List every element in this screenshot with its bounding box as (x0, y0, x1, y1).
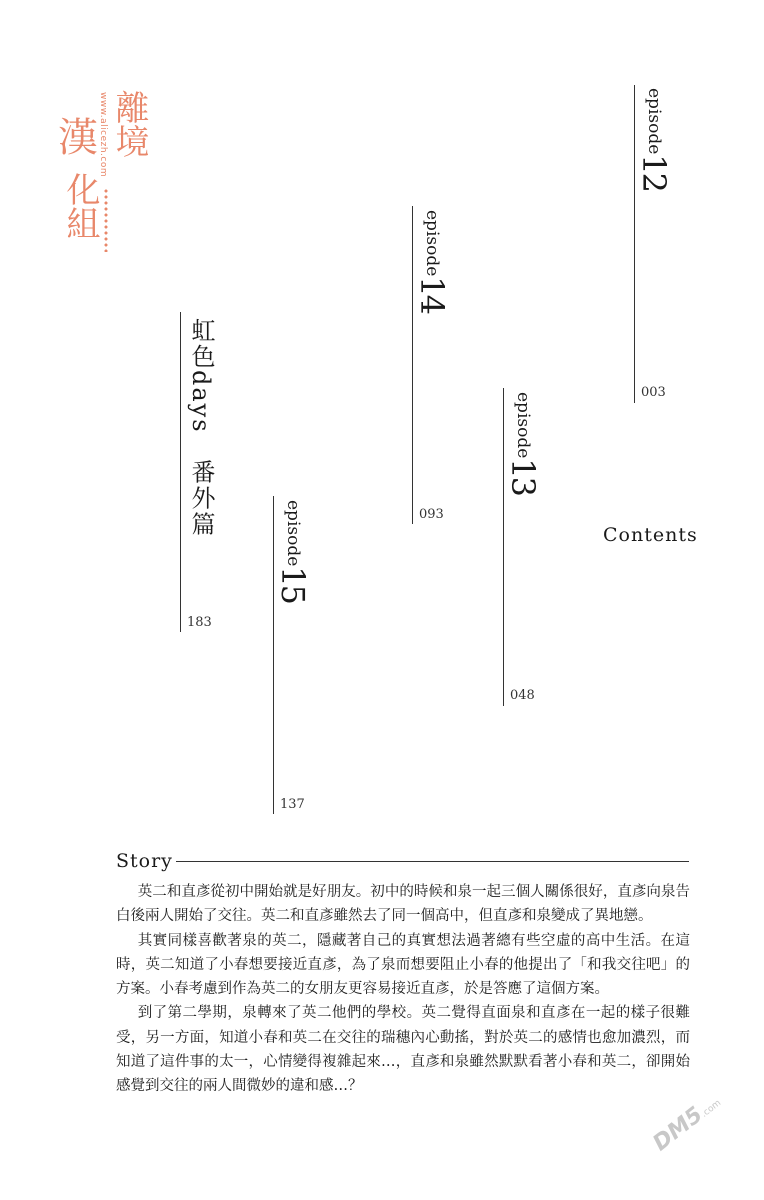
extra-page: 183 (187, 615, 212, 630)
story-heading: Story (116, 850, 173, 872)
extra-line (180, 312, 181, 632)
logo-han-char: 漢 (58, 115, 98, 161)
story-paragraph: 英二和直彥從初中開始就是好朋友。初中的時候和泉一起三個人關係很好，直彥向泉告白後兩人開始了交往。英二和直彥雖然去了同一個高中，但直彥和泉變成了異地戀。 (116, 884, 690, 925)
logo-stack-chars: 化組 (60, 172, 100, 240)
episode-15-line (273, 496, 274, 814)
episode-12-page: 003 (641, 385, 666, 400)
episode-14-line (412, 206, 413, 524)
dm5-watermark: DM5.com (648, 1098, 724, 1157)
story-body (116, 880, 690, 1099)
logo-url: www.alicezh.com (98, 92, 108, 178)
episode-12-line (634, 85, 635, 403)
episode-12-label: episode12 (635, 88, 673, 192)
episode-13-page: 048 (510, 688, 535, 703)
story-rule (176, 861, 689, 862)
story-paragraph: 到了第二學期，泉轉來了英二他們的學校。英二覺得直面泉和直彥在一起的樣子很難受，另一方面，知道小春和英二在交往的瑞穗內心動搖，對於英二的感情也愈加濃烈，而知道了這件事的太一，心情變得複雜起來…，直彥和泉雖然默默看著小春和英二，卻開始感覺到交往的兩人間微妙的違和感…？ (116, 1005, 690, 1095)
episode-13-line (503, 388, 504, 706)
episode-15-label: episode15 (274, 500, 312, 604)
episode-14-label: episode14 (413, 210, 451, 314)
contents-heading: Contents (603, 524, 698, 546)
extra-title: 虹色days 番外篇 (187, 318, 215, 538)
logo-side-chars: 離境 (109, 90, 149, 158)
episode-13-label: episode13 (504, 392, 542, 496)
logo-dots-decoration (104, 188, 108, 252)
episode-15-page: 137 (280, 797, 305, 812)
story-paragraph: 其實同樣喜歡著泉的英二，隱藏著自己的真實想法過著總有些空虛的高中生活。在這時，英二知道了小春想要接近直彥，為了泉而想要阻止小春的他提出了「和我交往吧」的方案。小春考慮到作為英二的女朋友更容易接近直彥，於是答應了這個方案。 (116, 932, 690, 998)
episode-14-page: 093 (419, 507, 444, 522)
